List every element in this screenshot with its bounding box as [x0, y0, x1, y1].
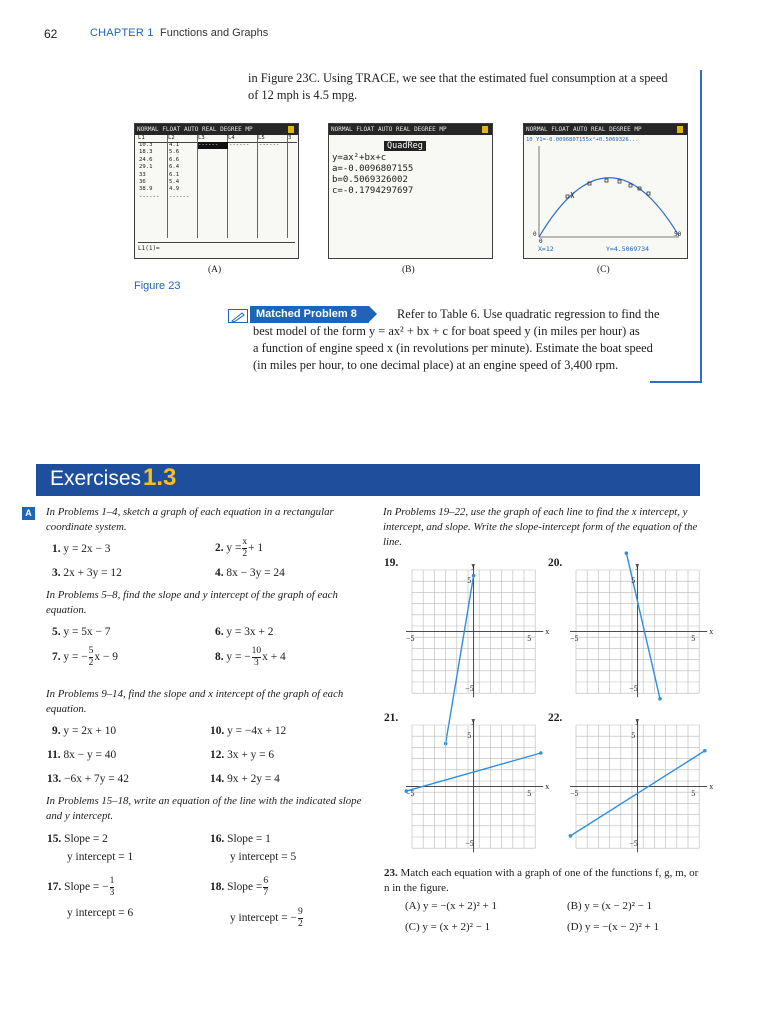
difficulty-badge-a: A: [22, 507, 35, 520]
instructions-9-14: In Problems 9–14, find the slope and x intercept of the graph of each equation.: [46, 688, 344, 715]
y-axis-label: y: [471, 716, 476, 725]
instructions-1-4: In Problems 1–4, sketch a graph of each equation in a rectangular coordinate system.: [46, 506, 334, 533]
list-header-l1: L1: [138, 135, 168, 143]
list-header-l3: L3: [198, 135, 228, 143]
quadreg-b: b=0.5069326002: [332, 175, 408, 185]
list-header-l4: L4: [228, 135, 258, 143]
caption-b: (B): [402, 265, 415, 275]
problem-11: 11. 8x − y = 40: [47, 749, 117, 761]
calc-status-bar-b: NORMAL FLOAT AUTO REAL DEGREE MP: [329, 124, 492, 135]
trace-y: Y=4.5069734: [606, 245, 650, 253]
problem-21-number: 21.: [384, 712, 399, 724]
problem-23: 23. Match each equation with a graph of one of the functions f, g, m, or n in the figure.: [384, 867, 699, 894]
y-tick-neg5: −5: [629, 839, 638, 849]
calculator-screen-a: [134, 123, 299, 259]
line-endpoint: [658, 697, 662, 701]
y-tick-5: 5: [467, 731, 472, 741]
example-frame-right: [700, 70, 702, 382]
list-l5-dash: ------: [259, 142, 280, 148]
y-tick-neg5: −5: [629, 684, 638, 694]
x-min-label: 0: [533, 231, 537, 238]
problem-14: 14. 9x + 2y = 4: [210, 773, 280, 785]
pencil-icon: [228, 309, 248, 323]
problem-5: 5. y = 5x − 7: [52, 626, 111, 638]
problem-15: 15. Slope = 2: [47, 833, 108, 845]
quadreg-form: y=ax²+bx+c: [332, 153, 387, 163]
calc-status-bar: NORMAL FLOAT AUTO REAL DEGREE MP: [135, 124, 298, 135]
matched-problem-badge: Matched Problem 8: [250, 306, 369, 323]
problem-17-intercept: y intercept = 6: [67, 907, 134, 919]
problem-8: 8. y = − $\frac{10}{3}$ x + 4: [215, 646, 286, 668]
x-axis-label: x: [709, 782, 714, 792]
matched-problem-line-1: Refer to Table 6. Use quadratic regression to find the: [397, 307, 660, 321]
problem-19-number: 19.: [384, 557, 399, 569]
instructions-15-18: In Problems 15–18, write an equation of the line with the indicated slope and y intercept.: [46, 795, 362, 822]
problem-13: 13. −6x + 7y = 42: [47, 773, 129, 785]
x-tick-neg5: −5: [570, 789, 579, 799]
line-endpoint: [703, 749, 707, 753]
x-tick-neg5: −5: [570, 634, 579, 644]
problem-23-option-c: (C) y = (x + 2)² − 1: [405, 921, 491, 933]
list-header-num: 3: [288, 135, 297, 143]
problem-6: 6. y = 3x + 2: [215, 626, 274, 638]
line-endpoint: [569, 834, 573, 838]
battery-icon: [288, 126, 294, 133]
x-max-label: 50: [674, 231, 682, 238]
list-header-l2: L2: [168, 135, 198, 143]
instructions-19-22: In Problems 19–22, use the graph of each line to find the x intercept, y intercept, and slope. Write the slope-intercept form of the equation of the line.: [383, 506, 698, 548]
y-tick-5: 5: [631, 576, 636, 586]
chapter-label: CHAPTER 1: [90, 27, 154, 39]
line-endpoint: [539, 751, 543, 755]
regression-plot: [524, 124, 687, 258]
regression-curve: [539, 178, 682, 238]
problem-20-number: 20.: [548, 557, 563, 569]
quadreg-c: c=-0.1794297697: [332, 186, 414, 196]
chapter-title: Functions and Graphs: [160, 27, 269, 39]
x-axis-label: x: [545, 627, 550, 637]
matched-problem-line-2: best model of the form y = ax² + bx + c for boat speed y (in miles per hour) as: [253, 324, 640, 338]
instructions-5-8: In Problems 5–8, find the slope and y intercept of the graph of each equation.: [46, 589, 338, 616]
calculator-screen-b: [328, 123, 493, 259]
problem-2: 2. y = $\frac{x}{2}$ + 1: [215, 537, 264, 559]
list-cursor-l3: ------: [198, 142, 228, 149]
caption-a: (A): [208, 265, 222, 275]
y-axis-label: y: [635, 716, 640, 725]
graph-equation: 10 Y1=-0.0096807155x²+0.5069326...: [526, 137, 639, 143]
problem-18: 18. Slope = $\frac{6}{7}$: [210, 876, 269, 898]
x-tick-5: 5: [527, 789, 532, 799]
x-tick-5: 5: [527, 634, 532, 644]
graph-19: [400, 558, 550, 698]
problem-16-intercept: y intercept = 5: [230, 851, 297, 863]
intro-line-1: in Figure 23C. Using TRACE, we see that the estimated fuel consumption at a speed: [248, 71, 668, 85]
problem-23-option-d: (D) y = −(x − 2)² + 1: [567, 921, 659, 933]
list-l2-values: 4.1 5.6 6.6 6.4 6.1 5.4 4.9 ------: [169, 142, 190, 200]
intro-line-2: of 12 mph is 4.5 mpg.: [248, 88, 358, 102]
problem-9: 9. y = 2x + 10: [52, 725, 117, 737]
y-min-label: 0: [539, 238, 543, 245]
line-endpoint: [472, 574, 476, 578]
x-tick-5: 5: [691, 789, 696, 799]
line-endpoint: [625, 551, 629, 555]
problem-16: 16. Slope = 1: [210, 833, 271, 845]
x-axis-label: x: [545, 782, 550, 792]
page-number: 62: [44, 27, 58, 41]
problem-7: 7. y = − $\frac{5}{2}$ x − 9: [52, 646, 118, 668]
problem-23-option-a: (A) y = −(x + 2)² + 1: [405, 900, 497, 912]
y-tick-neg5: −5: [465, 684, 474, 694]
graph-21: [400, 713, 550, 853]
y-tick-5: 5: [631, 731, 636, 741]
battery-icon: [482, 126, 488, 133]
graph-22: [564, 713, 714, 853]
y-tick-5: 5: [467, 576, 472, 586]
matched-problem-line-3: a function of engine speed x (in revolutions per minute). Estimate the boat speed: [253, 341, 653, 355]
problem-18-intercept: y intercept = − $\frac{9}{2}$: [230, 907, 303, 929]
problem-12: 12. 3x + y = 6: [210, 749, 275, 761]
exercises-title: Exercises: [50, 467, 142, 490]
matched-problem-line-4: (in miles per hour, to one decimal place) at an engine speed of 3,400 rpm.: [253, 358, 619, 372]
quadreg-a: a=-0.0096807155: [332, 164, 414, 174]
y-axis-label: y: [635, 561, 640, 570]
calculator-screen-c: [523, 123, 688, 259]
example-frame-bottom: [650, 381, 702, 383]
exercises-section-number: 1.3: [143, 464, 177, 491]
figure-label: Figure 23: [134, 280, 181, 292]
y-axis-label: y: [471, 561, 476, 570]
problem-1: 1. y = 2x − 3: [52, 543, 111, 555]
problem-4: 4. 8x − 3y = 24: [215, 567, 285, 579]
calc-status-bar-c: NORMAL FLOAT AUTO REAL DEGREE MP: [524, 124, 687, 135]
list-l1-values: 10.3 18.3 24.6 29.1 33 36 38.9 ------: [139, 142, 160, 200]
list-footer: L1(1)=: [138, 242, 295, 252]
problem-15-intercept: y intercept = 1: [67, 851, 134, 863]
problem-3: 3. 2x + 3y = 12: [52, 567, 122, 579]
trace-x: X=12: [538, 245, 554, 253]
problem-23-option-b: (B) y = (x − 2)² − 1: [567, 900, 653, 912]
x-axis-label: x: [709, 627, 714, 637]
caption-c: (C): [597, 265, 610, 275]
y-tick-neg5: −5: [465, 839, 474, 849]
problem-22-number: 22.: [548, 712, 563, 724]
problem-10: 10. y = −4x + 12: [210, 725, 287, 737]
list-l4-dash: ------: [229, 142, 250, 148]
x-tick-neg5: −5: [406, 634, 415, 644]
problem-17: 17. Slope = − $\frac{1}{3}$: [47, 876, 115, 898]
graph-20: [564, 558, 714, 698]
list-header-l5: L5: [258, 135, 288, 143]
quadreg-title: QuadReg: [384, 141, 426, 151]
x-tick-5: 5: [691, 634, 696, 644]
x-tick-neg5: −5: [406, 789, 415, 799]
